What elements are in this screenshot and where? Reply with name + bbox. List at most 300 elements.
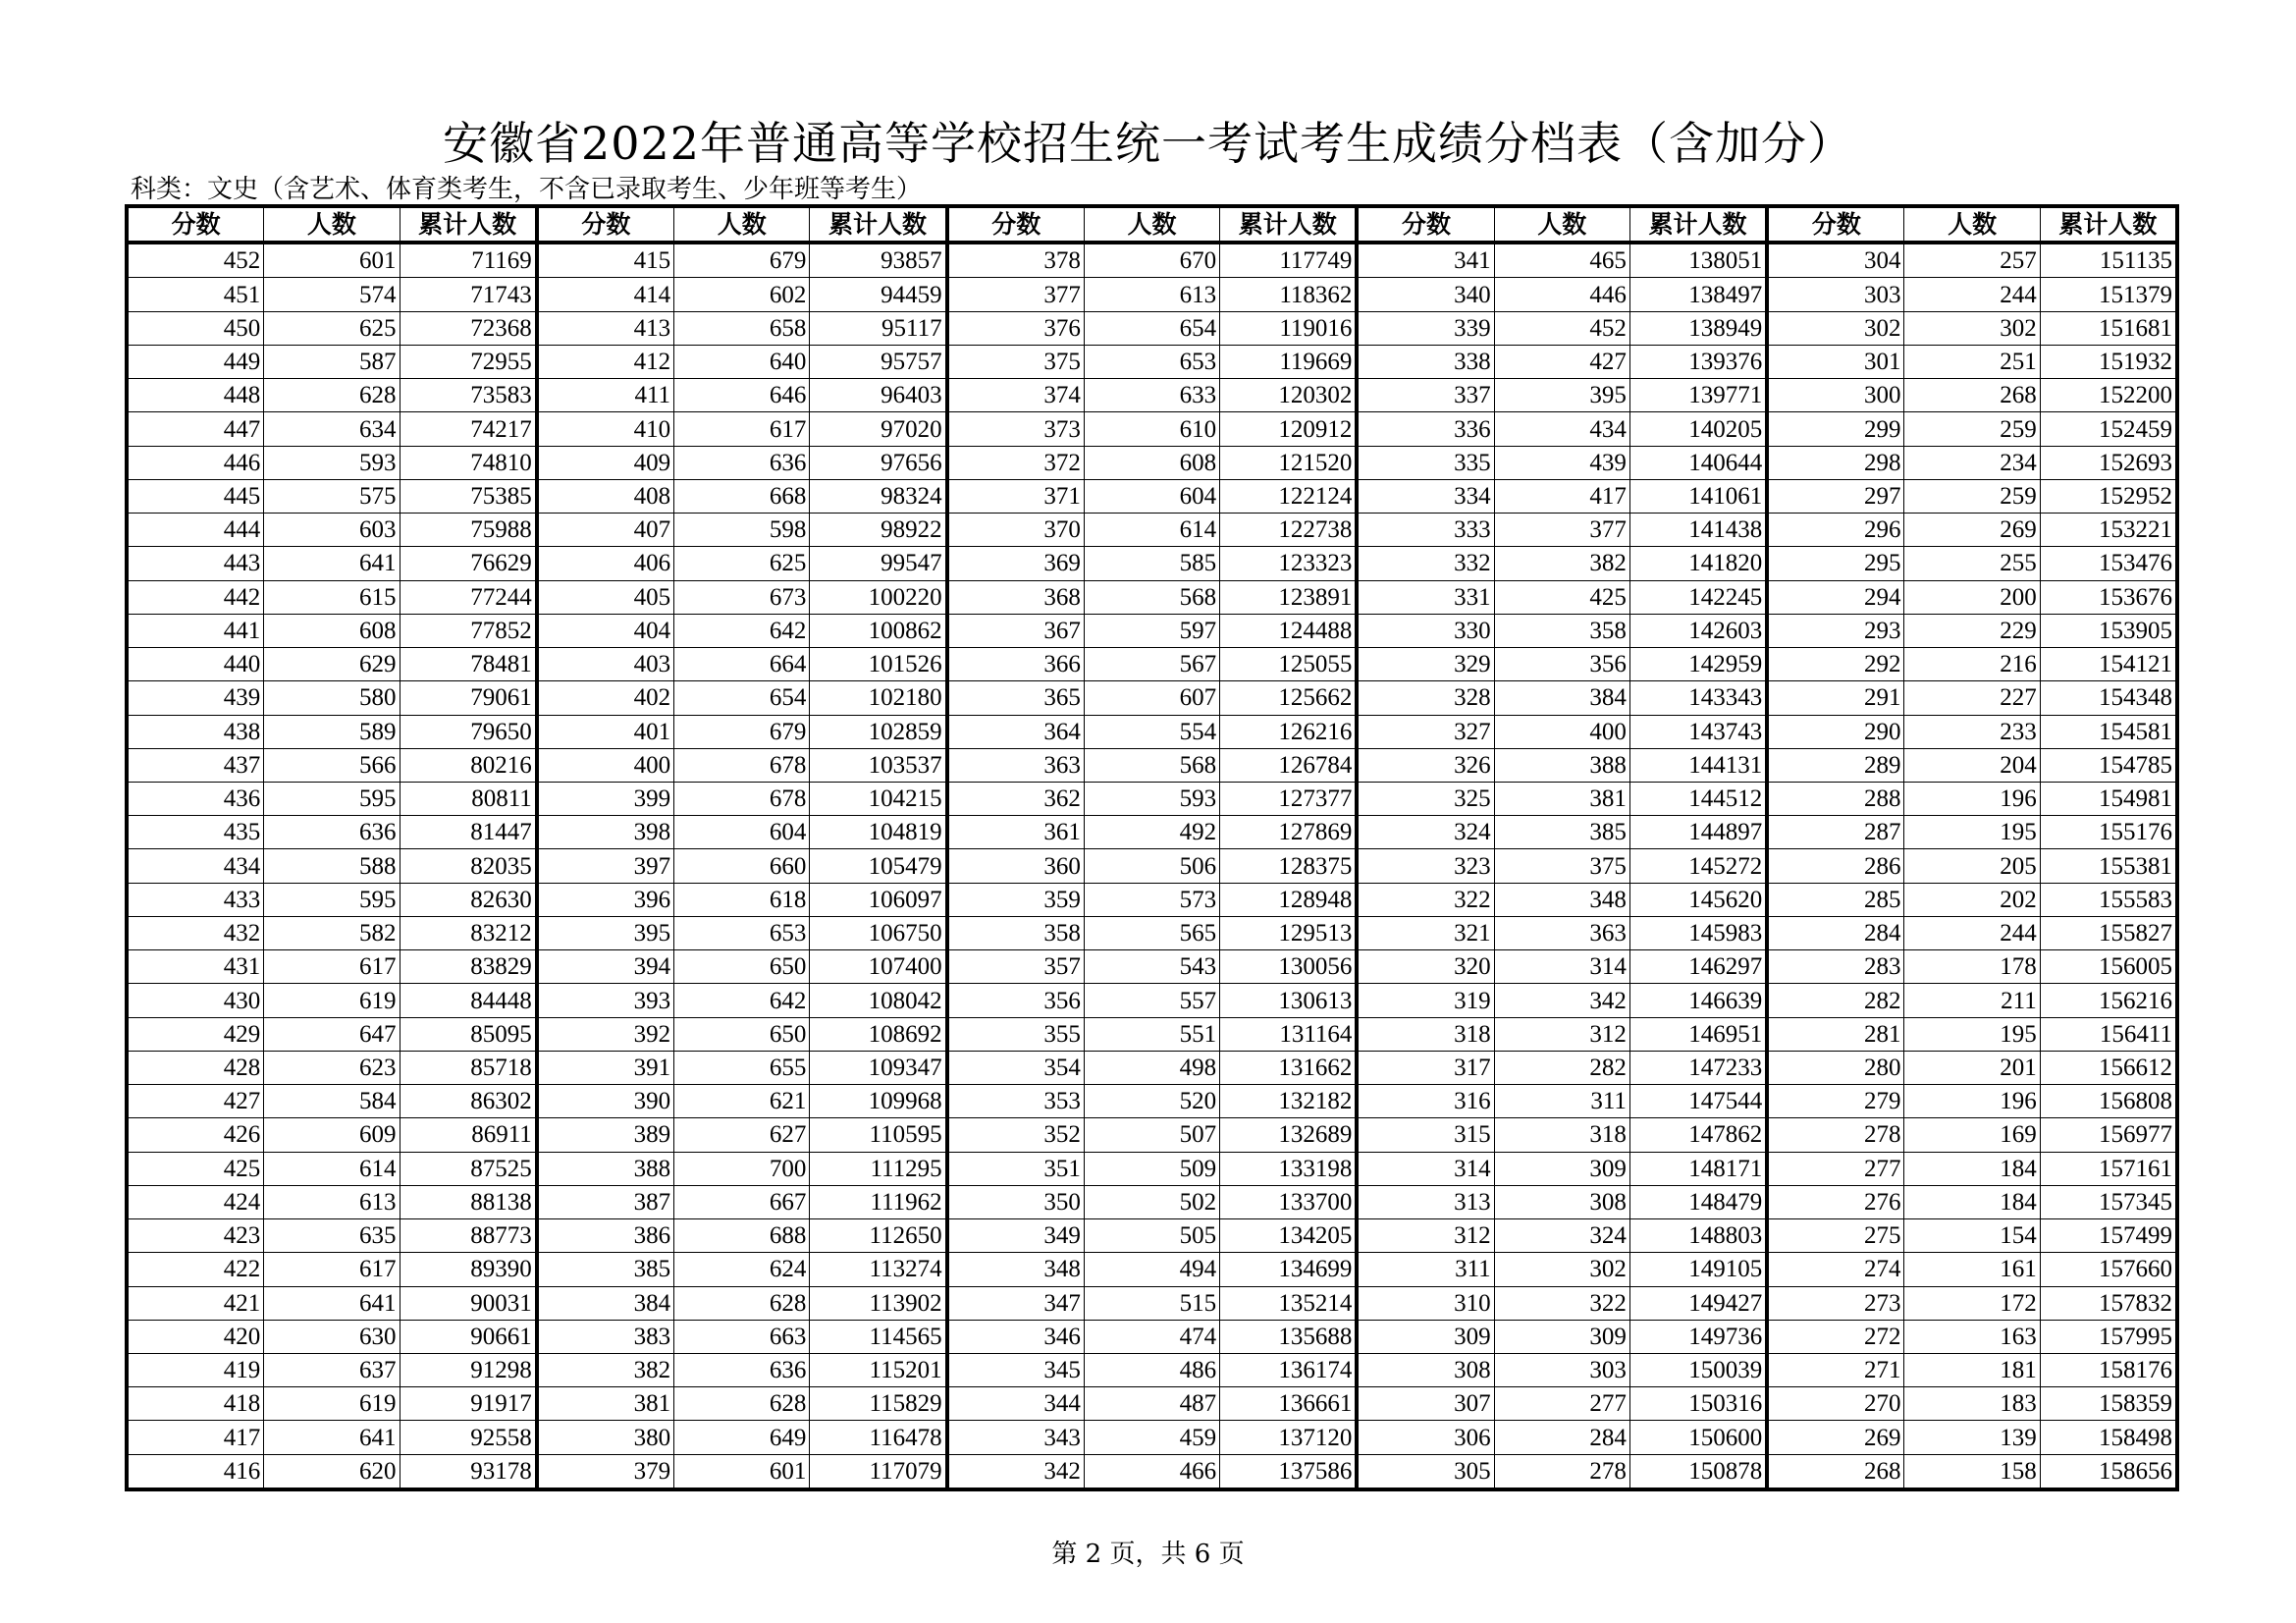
cumulative-count-cell: 132182 — [1219, 1085, 1355, 1117]
column-header: 人数 — [673, 208, 809, 241]
count-cell: 604 — [673, 816, 809, 848]
count-cell: 244 — [1903, 917, 2039, 949]
score-cell: 356 — [1043, 987, 1081, 1014]
score-cell: 370 — [1043, 516, 1081, 544]
cumulative-count-cell: 125055 — [1219, 648, 1355, 680]
score-cell: 415 — [633, 247, 671, 275]
score-cell: 324 — [1454, 819, 1491, 846]
cumulative-count-cell: 152952 — [2040, 480, 2175, 513]
score-cell: 304 — [1863, 247, 1901, 275]
count-cell: 609 — [263, 1118, 399, 1151]
count-cell: 498 — [1084, 1052, 1219, 1084]
score-cell: 290 — [1863, 718, 1901, 745]
score-cell: 284 — [1863, 920, 1901, 947]
table-row — [949, 614, 1356, 647]
count-cell: 452 — [1494, 312, 1629, 345]
cumulative-count-cell: 121520 — [1219, 447, 1355, 479]
score-cell: 313 — [1454, 1188, 1491, 1216]
table-row — [539, 680, 945, 714]
count-cell: 268 — [1903, 379, 2039, 411]
score-cell: 384 — [633, 1289, 671, 1317]
cumulative-count-cell: 96403 — [809, 379, 944, 411]
count-cell: 161 — [1903, 1253, 2039, 1285]
table-row — [949, 1185, 1356, 1218]
cumulative-count-cell: 148803 — [1629, 1219, 1765, 1252]
column-header: 累计人数 — [400, 208, 535, 241]
table-row — [1769, 1420, 2175, 1453]
count-cell: 641 — [263, 1421, 399, 1453]
score-cell: 342 — [1043, 1457, 1081, 1485]
table-row — [1359, 715, 1765, 748]
cumulative-count-cell: 113274 — [809, 1253, 944, 1285]
table-row — [1359, 546, 1765, 579]
table-row — [949, 1420, 1356, 1453]
cumulative-count-cell: 75385 — [400, 480, 535, 513]
table-row — [1769, 949, 2175, 983]
table-row — [1359, 1386, 1765, 1420]
table-row — [539, 1017, 945, 1051]
score-cell: 395 — [633, 920, 671, 947]
table-row — [1359, 949, 1765, 983]
score-cell: 308 — [1454, 1357, 1491, 1384]
column-header: 分数 — [991, 210, 1041, 240]
cumulative-count-cell: 107400 — [809, 950, 944, 983]
count-cell: 663 — [673, 1321, 809, 1353]
column-group — [1355, 208, 1765, 1488]
score-cell: 330 — [1454, 617, 1491, 644]
score-cell: 346 — [1043, 1323, 1081, 1350]
table-row — [1359, 647, 1765, 680]
table-row — [1359, 277, 1765, 310]
score-cell: 270 — [1863, 1390, 1901, 1418]
table-row — [539, 580, 945, 614]
count-cell: 348 — [1494, 884, 1629, 916]
count-cell: 551 — [1084, 1018, 1219, 1051]
count-cell: 658 — [673, 312, 809, 345]
category-note: 科类：文史（含艺术、体育类考生，不含已录取考生、少年班等考生） — [131, 175, 923, 204]
score-cell: 315 — [1454, 1121, 1491, 1149]
cumulative-count-cell: 79650 — [400, 716, 535, 748]
cumulative-count-cell: 108692 — [809, 1018, 944, 1051]
cumulative-count-cell: 158656 — [2040, 1455, 2175, 1488]
table-row — [1359, 983, 1765, 1016]
table-row — [949, 345, 1356, 378]
score-cell: 379 — [633, 1457, 671, 1485]
table-row — [949, 949, 1356, 983]
table-row — [949, 883, 1356, 916]
cumulative-count-cell: 150600 — [1629, 1421, 1765, 1453]
score-cell: 309 — [1454, 1323, 1491, 1350]
count-cell: 466 — [1084, 1455, 1219, 1488]
score-cell: 314 — [1454, 1155, 1491, 1182]
score-cell: 391 — [633, 1054, 671, 1081]
score-cell: 447 — [223, 415, 261, 443]
count-cell: 172 — [1903, 1287, 2039, 1320]
count-cell: 201 — [1903, 1052, 2039, 1084]
table-row — [1359, 1017, 1765, 1051]
count-cell: 573 — [1084, 884, 1219, 916]
cumulative-count-cell: 151932 — [2040, 346, 2175, 378]
table-row — [129, 680, 535, 714]
score-cell: 298 — [1863, 449, 1901, 476]
score-cell: 318 — [1454, 1020, 1491, 1048]
cumulative-count-cell: 141061 — [1629, 480, 1765, 513]
table-row — [539, 916, 945, 949]
score-cell: 325 — [1454, 785, 1491, 813]
count-cell: 509 — [1084, 1153, 1219, 1185]
cumulative-count-cell: 140205 — [1629, 412, 1765, 445]
cumulative-count-cell: 74810 — [400, 447, 535, 479]
count-cell: 229 — [1903, 615, 2039, 647]
table-row — [129, 916, 535, 949]
score-cell: 338 — [1454, 349, 1491, 376]
table-row — [1769, 1017, 2175, 1051]
table-row — [539, 1454, 945, 1488]
table-row — [1359, 782, 1765, 815]
cumulative-count-cell: 109968 — [809, 1085, 944, 1117]
count-cell: 356 — [1494, 648, 1629, 680]
cumulative-count-cell: 102859 — [809, 716, 944, 748]
table-row — [539, 949, 945, 983]
table-row — [539, 883, 945, 916]
count-cell: 184 — [1903, 1186, 2039, 1218]
cumulative-count-cell: 139376 — [1629, 346, 1765, 378]
count-cell: 585 — [1084, 547, 1219, 579]
cumulative-count-cell: 82035 — [400, 849, 535, 882]
cumulative-count-cell: 85095 — [400, 1018, 535, 1051]
cumulative-count-cell: 95117 — [809, 312, 944, 345]
count-cell: 506 — [1084, 849, 1219, 882]
table-row — [539, 1185, 945, 1218]
table-row — [539, 311, 945, 345]
table-row — [1769, 546, 2175, 579]
count-cell: 342 — [1494, 984, 1629, 1016]
count-cell: 637 — [263, 1354, 399, 1386]
score-cell: 296 — [1863, 516, 1901, 544]
score-cell: 445 — [223, 482, 261, 510]
table-row — [129, 647, 535, 680]
table-row — [539, 647, 945, 680]
count-cell: 625 — [673, 547, 809, 579]
table-row — [129, 1117, 535, 1151]
count-cell: 400 — [1494, 716, 1629, 748]
score-cell: 382 — [633, 1357, 671, 1384]
table-row — [129, 815, 535, 848]
score-cell: 326 — [1454, 751, 1491, 779]
cumulative-count-cell: 105479 — [809, 849, 944, 882]
count-cell: 163 — [1903, 1321, 2039, 1353]
cumulative-count-cell: 143343 — [1629, 681, 1765, 714]
cumulative-count-cell: 97656 — [809, 447, 944, 479]
score-cell: 295 — [1863, 550, 1901, 577]
count-cell: 673 — [673, 581, 809, 614]
table-row — [129, 311, 535, 345]
score-cell: 432 — [223, 920, 261, 947]
cumulative-count-cell: 102180 — [809, 681, 944, 714]
count-cell: 255 — [1903, 547, 2039, 579]
score-cell: 374 — [1043, 382, 1081, 409]
cumulative-count-cell: 149736 — [1629, 1321, 1765, 1353]
score-cell: 285 — [1863, 886, 1901, 913]
table-row — [949, 1084, 1356, 1117]
score-cell: 305 — [1454, 1457, 1491, 1485]
count-cell: 565 — [1084, 917, 1219, 949]
count-cell: 650 — [673, 950, 809, 983]
cumulative-count-cell: 158359 — [2040, 1387, 2175, 1420]
cumulative-count-cell: 80811 — [400, 783, 535, 815]
table-row — [129, 848, 535, 882]
count-cell: 610 — [1084, 412, 1219, 445]
cumulative-count-cell: 122124 — [1219, 480, 1355, 513]
count-cell: 608 — [1084, 447, 1219, 479]
table-row — [949, 916, 1356, 949]
score-cell: 307 — [1454, 1390, 1491, 1418]
score-cell: 299 — [1863, 415, 1901, 443]
score-cell: 408 — [633, 482, 671, 510]
cumulative-count-cell: 147862 — [1629, 1118, 1765, 1151]
count-cell: 621 — [673, 1085, 809, 1117]
count-cell: 629 — [263, 648, 399, 680]
cumulative-count-cell: 119669 — [1219, 346, 1355, 378]
cumulative-count-cell: 90031 — [400, 1287, 535, 1320]
cumulative-count-cell: 153905 — [2040, 615, 2175, 647]
cumulative-count-cell: 75988 — [400, 514, 535, 546]
cumulative-count-cell: 150878 — [1629, 1455, 1765, 1488]
table-row — [129, 1218, 535, 1252]
count-cell: 617 — [263, 1253, 399, 1285]
count-cell: 284 — [1494, 1421, 1629, 1453]
count-cell: 303 — [1494, 1354, 1629, 1386]
cumulative-count-cell: 128375 — [1219, 849, 1355, 882]
table-row — [1769, 1152, 2175, 1185]
table-row — [1359, 1185, 1765, 1218]
score-cell: 423 — [223, 1222, 261, 1250]
count-cell: 385 — [1494, 816, 1629, 848]
count-cell: 465 — [1494, 244, 1629, 277]
table-row — [1769, 748, 2175, 782]
column-header: 累计人数 — [809, 208, 944, 241]
score-cell: 293 — [1863, 617, 1901, 644]
count-cell: 587 — [263, 346, 399, 378]
score-cell: 271 — [1863, 1357, 1901, 1384]
cumulative-count-cell: 91917 — [400, 1387, 535, 1420]
table-row — [1359, 680, 1765, 714]
column-group — [1765, 208, 2175, 1488]
table-row — [1359, 1286, 1765, 1320]
count-cell: 195 — [1903, 816, 2039, 848]
count-cell: 211 — [1903, 984, 2039, 1016]
cumulative-count-cell: 142959 — [1629, 648, 1765, 680]
count-cell: 200 — [1903, 581, 2039, 614]
score-cell: 424 — [223, 1188, 261, 1216]
table-row — [1359, 848, 1765, 882]
count-cell: 492 — [1084, 816, 1219, 848]
score-cell: 312 — [1454, 1222, 1491, 1250]
table-row — [1359, 614, 1765, 647]
table-row — [1359, 446, 1765, 479]
count-cell: 628 — [263, 379, 399, 411]
cumulative-count-cell: 139771 — [1629, 379, 1765, 411]
score-distribution-table — [125, 204, 2179, 1491]
cumulative-count-cell: 109347 — [809, 1052, 944, 1084]
count-cell: 607 — [1084, 681, 1219, 714]
cumulative-count-cell: 127869 — [1219, 816, 1355, 848]
count-cell: 664 — [673, 648, 809, 680]
table-row — [129, 949, 535, 983]
cumulative-count-cell: 155381 — [2040, 849, 2175, 882]
score-cell: 359 — [1043, 886, 1081, 913]
cumulative-count-cell: 94459 — [809, 278, 944, 310]
table-row — [129, 546, 535, 579]
count-cell: 642 — [673, 984, 809, 1016]
score-cell: 343 — [1043, 1424, 1081, 1451]
table-row — [539, 378, 945, 411]
cumulative-count-cell: 138497 — [1629, 278, 1765, 310]
table-row — [539, 513, 945, 546]
table-row — [539, 479, 945, 513]
cumulative-count-cell: 78481 — [400, 648, 535, 680]
table-row — [949, 1218, 1356, 1252]
count-cell: 618 — [673, 884, 809, 916]
cumulative-count-cell: 77244 — [400, 581, 535, 614]
table-row — [129, 580, 535, 614]
score-cell: 361 — [1043, 819, 1081, 846]
table-row — [1769, 411, 2175, 445]
cumulative-count-cell: 98922 — [809, 514, 944, 546]
score-cell: 329 — [1454, 651, 1491, 678]
table-row — [1769, 1454, 2175, 1488]
table-row — [949, 647, 1356, 680]
cumulative-count-cell: 111295 — [809, 1153, 944, 1185]
count-cell: 505 — [1084, 1219, 1219, 1252]
cumulative-count-cell: 136174 — [1219, 1354, 1355, 1386]
count-cell: 613 — [1084, 278, 1219, 310]
cumulative-count-cell: 110595 — [809, 1118, 944, 1151]
count-cell: 439 — [1494, 447, 1629, 479]
table-row — [949, 1286, 1356, 1320]
cumulative-count-cell: 101526 — [809, 648, 944, 680]
table-row — [1769, 782, 2175, 815]
score-cell: 367 — [1043, 617, 1081, 644]
cumulative-count-cell: 113902 — [809, 1287, 944, 1320]
cumulative-count-cell: 154121 — [2040, 648, 2175, 680]
count-cell: 575 — [263, 480, 399, 513]
cumulative-count-cell: 98324 — [809, 480, 944, 513]
score-cell: 377 — [1043, 281, 1081, 308]
table-row — [949, 378, 1356, 411]
count-cell: 309 — [1494, 1153, 1629, 1185]
table-row — [1769, 1353, 2175, 1386]
score-cell: 274 — [1863, 1256, 1901, 1283]
score-cell: 412 — [633, 349, 671, 376]
cumulative-count-cell: 147233 — [1629, 1052, 1765, 1084]
score-cell: 376 — [1043, 314, 1081, 342]
cumulative-count-cell: 106750 — [809, 917, 944, 949]
table-row — [1359, 345, 1765, 378]
score-cell: 350 — [1043, 1188, 1081, 1216]
count-cell: 196 — [1903, 783, 2039, 815]
table-row — [1359, 1320, 1765, 1353]
count-cell: 641 — [263, 547, 399, 579]
table-row — [129, 1152, 535, 1185]
score-cell: 435 — [223, 819, 261, 846]
count-cell: 515 — [1084, 1287, 1219, 1320]
table-row — [539, 1420, 945, 1453]
count-cell: 678 — [673, 783, 809, 815]
cumulative-count-cell: 93178 — [400, 1455, 535, 1488]
table-row — [129, 748, 535, 782]
score-cell: 378 — [1043, 247, 1081, 275]
count-cell: 641 — [263, 1287, 399, 1320]
table-row — [949, 1017, 1356, 1051]
cumulative-count-cell: 100220 — [809, 581, 944, 614]
cumulative-count-cell: 86302 — [400, 1085, 535, 1117]
score-cell: 397 — [633, 852, 671, 880]
count-cell: 568 — [1084, 749, 1219, 782]
score-cell: 443 — [223, 550, 261, 577]
score-cell: 373 — [1043, 415, 1081, 443]
count-cell: 196 — [1903, 1085, 2039, 1117]
score-cell: 302 — [1863, 314, 1901, 342]
table-header-row — [1769, 208, 2175, 243]
cumulative-count-cell: 145272 — [1629, 849, 1765, 882]
count-cell: 653 — [673, 917, 809, 949]
table-row — [1769, 513, 2175, 546]
table-row — [539, 1051, 945, 1084]
cumulative-count-cell: 148479 — [1629, 1186, 1765, 1218]
table-row — [1769, 916, 2175, 949]
count-cell: 636 — [673, 1354, 809, 1386]
table-row — [949, 1117, 1356, 1151]
count-cell: 520 — [1084, 1085, 1219, 1117]
score-cell: 386 — [633, 1222, 671, 1250]
cumulative-count-cell: 93857 — [809, 244, 944, 277]
table-row — [949, 546, 1356, 579]
cumulative-count-cell: 146639 — [1629, 984, 1765, 1016]
table-row — [1359, 1454, 1765, 1488]
score-cell: 437 — [223, 751, 261, 779]
table-row — [1769, 1320, 2175, 1353]
column-header: 累计人数 — [1629, 208, 1765, 241]
score-cell: 390 — [633, 1088, 671, 1115]
cumulative-count-cell: 155176 — [2040, 816, 2175, 848]
table-row — [1359, 378, 1765, 411]
column-header: 人数 — [1084, 208, 1219, 241]
count-cell: 589 — [263, 716, 399, 748]
cumulative-count-cell: 156005 — [2040, 950, 2175, 983]
count-cell: 614 — [263, 1153, 399, 1185]
cumulative-count-cell: 119016 — [1219, 312, 1355, 345]
cumulative-count-cell: 149427 — [1629, 1287, 1765, 1320]
cumulative-count-cell: 88773 — [400, 1219, 535, 1252]
cumulative-count-cell: 123891 — [1219, 581, 1355, 614]
column-header: 人数 — [1494, 208, 1629, 241]
count-cell: 375 — [1494, 849, 1629, 882]
table-row — [539, 1117, 945, 1151]
score-cell: 365 — [1043, 684, 1081, 712]
count-cell: 667 — [673, 1186, 809, 1218]
score-cell: 375 — [1043, 349, 1081, 376]
cumulative-count-cell: 131662 — [1219, 1052, 1355, 1084]
count-cell: 601 — [263, 244, 399, 277]
score-cell: 323 — [1454, 852, 1491, 880]
count-cell: 620 — [263, 1455, 399, 1488]
score-cell: 440 — [223, 651, 261, 678]
table-row — [129, 1084, 535, 1117]
count-cell: 557 — [1084, 984, 1219, 1016]
score-cell: 289 — [1863, 751, 1901, 779]
count-cell: 670 — [1084, 244, 1219, 277]
